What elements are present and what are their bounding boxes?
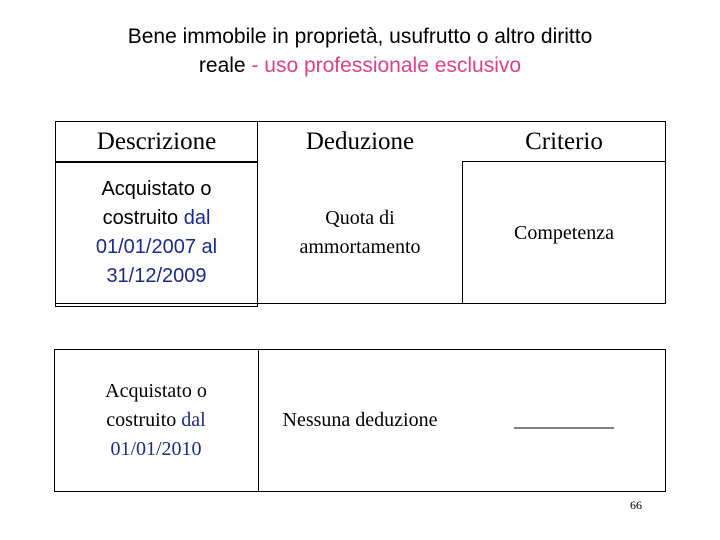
header-deduzione: Deduzione [305, 127, 415, 155]
row1-descrizione-line3: 01/01/2007 al [95, 236, 218, 258]
title-line-2 [40, 51, 680, 80]
row2-criterio: __________ [514, 409, 614, 431]
title-line-2-a: reale [198, 54, 252, 77]
row1-descrizione-dal: dal [183, 207, 211, 229]
row1-deduzione-line2: ammortamento [299, 236, 421, 258]
row2-descrizione-costruito: costruito [106, 409, 182, 431]
page-title [40, 22, 680, 80]
row1-descrizione-costruito: costruito [102, 207, 184, 229]
row1-descrizione-line2 [103, 204, 211, 233]
row2-descrizione-line1: Acquistato o [105, 380, 207, 402]
row1-descrizione-line4: 31/12/2009 [106, 265, 207, 287]
row1-descrizione-line1: Acquistato o [101, 178, 212, 200]
header-criterio: Criterio [525, 127, 603, 155]
row2-descrizione [54, 349, 258, 492]
page-number: 66 [630, 498, 642, 512]
row1-criterio: Competenza [514, 221, 614, 244]
title-line-1: Bene immobile in proprietà, usufrutto o altro diritto [127, 25, 593, 48]
row2-descrizione-line3: 01/01/2010 [110, 438, 202, 460]
row1-deduzione [258, 162, 462, 304]
header-descrizione: Descrizione [96, 127, 217, 155]
row2-descrizione-line2 [106, 406, 205, 435]
row2-deduzione: Nessuna deduzione [282, 409, 438, 431]
title-line-2-accent: - uso professionale esclusivo [251, 54, 522, 77]
row1-descrizione [55, 162, 258, 304]
row1-deduzione-line1: Quota di [325, 207, 395, 229]
row2-descrizione-dal: dal [181, 409, 206, 431]
